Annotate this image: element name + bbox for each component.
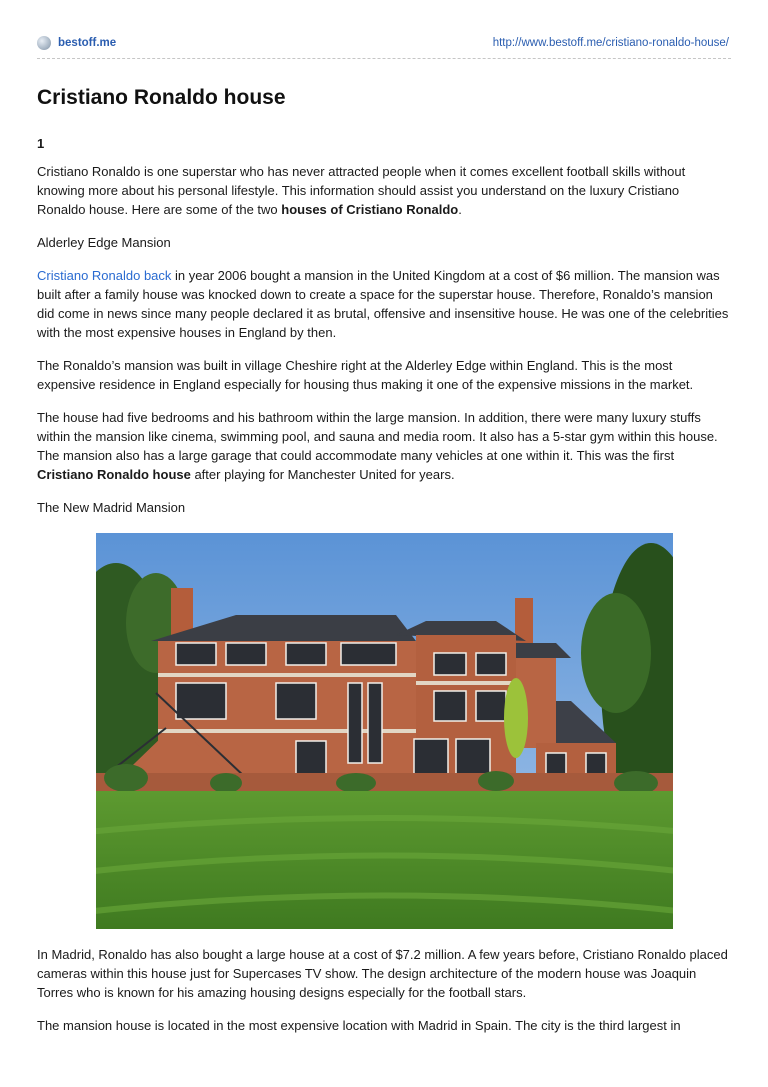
source-url-link[interactable]: http://www.bestoff.me/cristiano-ronaldo-house/ [492, 37, 729, 49]
mansion-photo [96, 533, 673, 929]
paragraph-location: The Ronaldo’s mansion was built in village Cheshire right at the Alderley Edge within England. This is the most expensive residence in England especially for housing thus making it one of the expensive missions in the market. [37, 358, 694, 392]
features-bold: Cristiano Ronaldo house [37, 467, 191, 482]
header-divider [37, 58, 731, 59]
section-heading-alderley: Alderley Edge Mansion [37, 235, 171, 250]
globe-icon [37, 36, 51, 50]
intro-paragraph [37, 162, 731, 219]
features-end: after playing for Manchester United for years. [190, 467, 455, 482]
paragraph-purchase [37, 266, 731, 342]
paragraph-madrid: In Madrid, Ronaldo has also bought a large house at a cost of $7.2 million. A few years before, Cristiano Ronaldo placed cameras within this house just for Supercases TV show. The design architecture of the modern house was Joaquin Torres who is known for his amazing housing designs especially for the football stars. [37, 947, 728, 1000]
section-heading-madrid: The New Madrid Mansion [37, 500, 186, 515]
article-body [37, 86, 731, 1049]
intro-end: . [458, 202, 462, 217]
ronaldo-back-link[interactable]: Cristiano Ronaldo back [37, 268, 172, 283]
page-title: Cristiano Ronaldo house [37, 86, 286, 109]
paragraph-madrid-location: The mansion house is located in the most expensive location with Madrid in Spain. The city is the third largest in [37, 1018, 681, 1033]
site-name-link[interactable]: bestoff.me [58, 37, 117, 49]
intro-bold: houses of Cristiano Ronaldo [281, 202, 459, 217]
intro-text: Cristiano Ronaldo is one superstar who has never attracted people when it comes excellent football skills without knowing more about his personal lifestyle. This information should assist you understand on the luxury Cristiano Ronaldo house. Here are some of the two [37, 164, 686, 217]
page-header [37, 34, 731, 54]
paragraph-purchase-text: in year 2006 bought a mansion in the United Kingdom at a cost of $6 million. The mansion was built after a family house was knocked down to create a space for the superstar house. Therefore, Ronaldo’s mansion did come in news since many people declared it as brutal, offensive and insensitive house. He was one of the celebrities with the most expensive houses in England by then. [37, 268, 729, 340]
photo-container [37, 533, 731, 929]
features-text: The house had five bedrooms and his bathroom within the large mansion. In addition, there were many luxury stuffs within the mansion like cinema, swimming pool, and sauna and media room. It also has a 5-star gym within this house. The mansion also has a large garage that could accommodate many vehicles at one within it. This was the first [37, 410, 718, 463]
page-number: 1 [37, 136, 45, 151]
paragraph-features [37, 408, 731, 484]
